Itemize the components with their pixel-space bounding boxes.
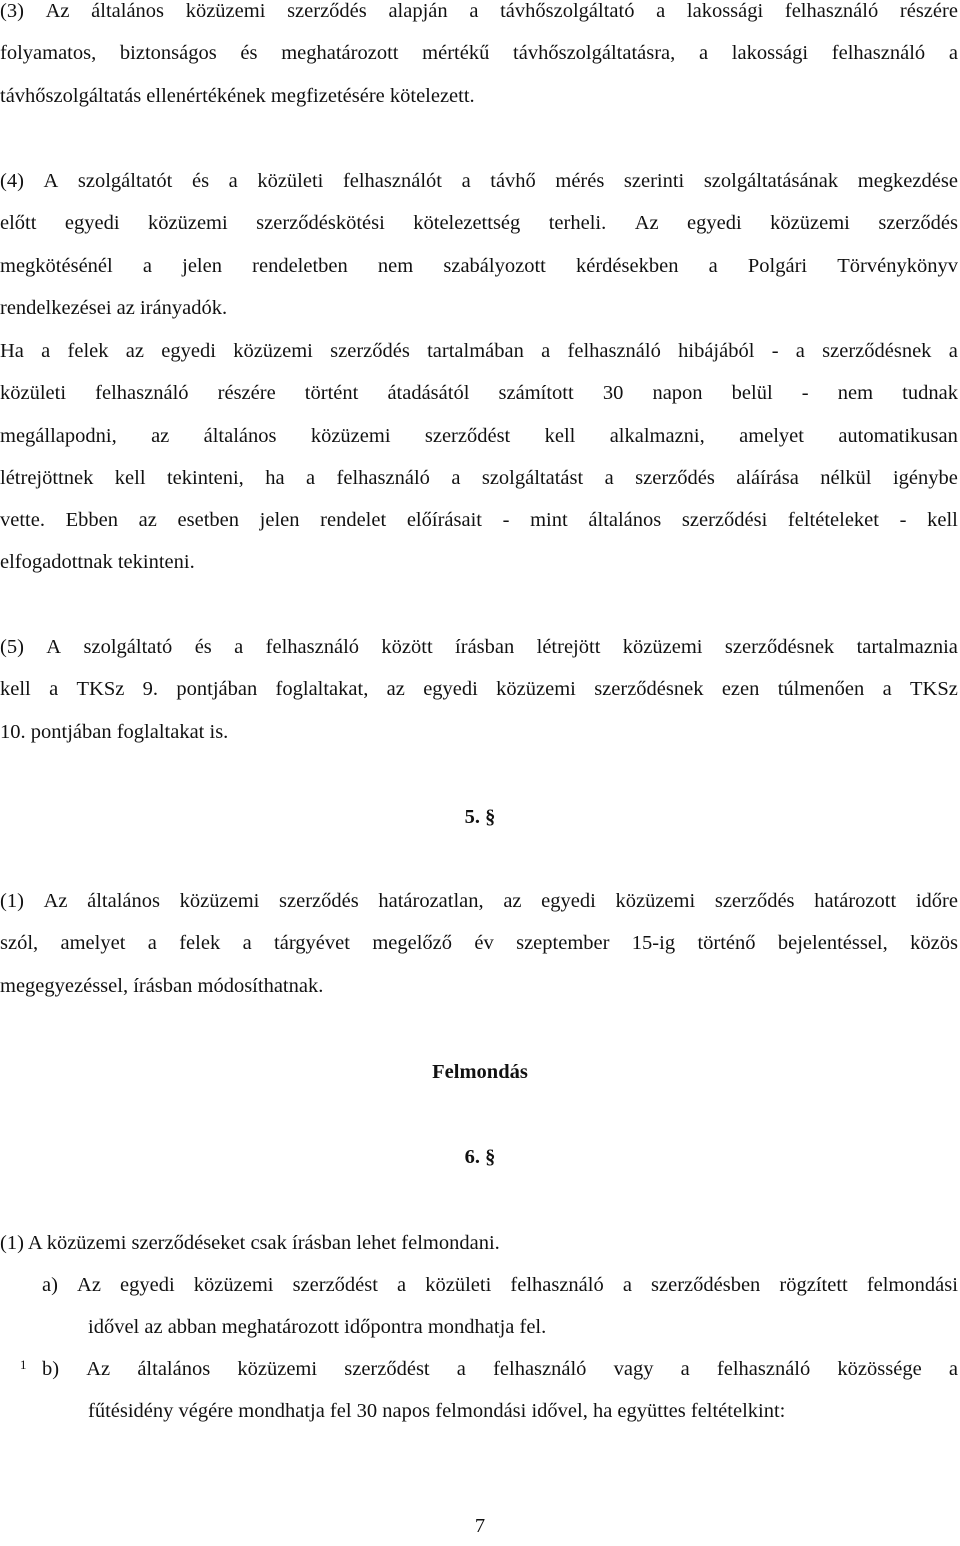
word: az [503, 890, 522, 912]
word: szerződés [279, 890, 359, 912]
word: írásban [455, 636, 515, 658]
word: szerződésnek [822, 340, 932, 362]
word: TKSz [76, 678, 125, 701]
word: 30 [602, 382, 624, 405]
word: A [46, 636, 62, 658]
text-line [0, 626, 958, 668]
word: szól, [0, 932, 39, 955]
word: a [461, 170, 471, 192]
word: a) [42, 1274, 58, 1296]
word: szeptember [516, 932, 610, 955]
word: a [469, 0, 479, 22]
word: szolgáltató [83, 636, 173, 658]
word: közüzemi [179, 890, 260, 912]
word: a [882, 678, 892, 701]
word: szerződést [344, 1358, 430, 1380]
word: a [397, 1274, 407, 1296]
word: szerződés [330, 340, 410, 362]
word: közüzemi [185, 0, 266, 22]
word: szerződés [878, 212, 958, 235]
word: megelőző [372, 932, 453, 955]
text-line [0, 32, 958, 74]
text-line: elfogadottnak tekinteni. [0, 551, 195, 574]
word: a [456, 1358, 466, 1380]
word: tekinteni, [166, 466, 244, 489]
word: hibájából [678, 340, 755, 362]
word: átadásától [387, 382, 470, 405]
word: közüzemi [193, 1274, 274, 1296]
text-line [0, 415, 958, 457]
word: az [125, 340, 144, 362]
word: lakossági [686, 0, 764, 22]
item-a [42, 1264, 958, 1349]
page-number: 7 [474, 1515, 486, 1537]
word: előtt [0, 212, 37, 235]
word: felhasználó [336, 466, 430, 489]
text-line: (1) A közüzemi szerződéseket csak írásban lehet felmondani. [0, 1232, 500, 1254]
word: egyedi [687, 212, 742, 235]
word: a [41, 340, 51, 362]
word: felhasználó [831, 42, 926, 65]
word: b) [42, 1358, 60, 1380]
word: felhasználó [265, 636, 360, 658]
felmondas-heading: Felmondás [432, 1061, 528, 1083]
word: között [381, 636, 433, 658]
word: szerződésben [651, 1274, 761, 1296]
word: a [795, 340, 805, 362]
word: közületi [0, 382, 67, 405]
word: kötelezettség [413, 212, 521, 235]
word: felhasználó [784, 0, 879, 22]
word: szabályozott [443, 254, 546, 277]
paragraph-5 [0, 626, 958, 753]
word: általános [137, 1358, 211, 1380]
section-6-heading: 6. § [464, 1146, 496, 1168]
word: szerződésnek [594, 678, 704, 701]
word: megállapodni, [0, 424, 117, 447]
word: szolgáltatót [77, 170, 173, 192]
word: a [698, 42, 709, 65]
footnote-marker: 1 [20, 1357, 27, 1372]
word: alapján [388, 0, 448, 22]
word: mint [530, 509, 568, 532]
word: a [451, 466, 461, 489]
word: Törvénykönyv [837, 254, 958, 277]
word: belül [731, 382, 773, 405]
word: határozott [814, 890, 897, 912]
word: közüzemi [237, 1358, 318, 1380]
word: részére [899, 0, 958, 22]
word: megkezdése [857, 170, 958, 192]
word: bejelentéssel, [777, 932, 888, 955]
word: aláírása [736, 466, 799, 489]
word: (4) [0, 170, 24, 192]
word: felek [67, 340, 109, 362]
text-line [0, 668, 958, 710]
paragraph-4-continuation [0, 330, 958, 584]
word: igénybe [892, 466, 958, 489]
word: szerződéskötési [256, 212, 385, 235]
word: amelyet [60, 932, 126, 955]
word: Az [43, 890, 68, 912]
word: Ebben [65, 509, 118, 532]
word: egyedi [64, 212, 120, 235]
word: távhőszolgáltató [500, 0, 635, 22]
word: az [151, 424, 170, 447]
text-line: fűtésidény végére mondhatja fel 30 napos felmondási idővel, ha együttes feltételkint: [88, 1400, 786, 1423]
word: TKSz [910, 678, 958, 701]
word: (5) [0, 636, 24, 658]
word: felhasználó [493, 1358, 587, 1380]
word: történt [304, 382, 359, 405]
word: előírásait [406, 509, 482, 532]
word: - [502, 509, 510, 532]
word: közüzemi [496, 678, 576, 701]
text-line [0, 499, 958, 541]
word: és [240, 42, 258, 65]
word: szerinti [623, 170, 685, 192]
text-line [0, 202, 958, 244]
word: egyedi [161, 340, 216, 362]
word: pontjában [176, 678, 258, 701]
word: és [191, 170, 210, 192]
word: napon [652, 382, 703, 405]
word: tartalmában [427, 340, 524, 362]
word: a [49, 678, 59, 701]
word: amelyet [739, 424, 804, 447]
word: közös [910, 932, 958, 955]
text-line [0, 245, 958, 287]
text-line [42, 1348, 958, 1390]
word: létrejött [536, 636, 601, 658]
word: a [708, 254, 718, 277]
word: meghatározott [281, 42, 399, 65]
word: szolgáltatásának [703, 170, 839, 192]
section-6-paragraph-1 [0, 1222, 958, 1264]
word: kell [0, 678, 31, 701]
word: közüzemi [770, 212, 850, 235]
word: feltételeket [787, 509, 879, 532]
word: rendeletben [252, 254, 348, 277]
word: szerződés [714, 890, 795, 912]
paragraph-3 [0, 0, 958, 117]
word: történő [697, 932, 756, 955]
word: egyedi [541, 890, 596, 912]
word: folyamatos, [0, 42, 97, 65]
word: ezen [721, 678, 760, 701]
word: időre [915, 890, 958, 912]
text-line [0, 330, 958, 372]
word: tárgyévet [274, 932, 350, 955]
word: közüzemi [310, 424, 391, 447]
word: esetben [177, 509, 239, 532]
word: és [194, 636, 212, 658]
text-line [0, 880, 958, 922]
word: számított [498, 382, 574, 405]
word: a [234, 636, 244, 658]
word: távhőszolgáltatásra, [513, 42, 676, 65]
word: túlmenően [777, 678, 865, 701]
word: általános [203, 424, 277, 447]
word: felhasználó [567, 340, 661, 362]
word: a [541, 340, 551, 362]
word: a [242, 932, 252, 955]
word: Az [634, 212, 659, 235]
word: automatikusan [838, 424, 958, 447]
word: szerződési [681, 509, 768, 532]
item-b-text [42, 1348, 958, 1433]
word: a [604, 466, 614, 489]
word: a [306, 466, 316, 489]
word: részére [217, 382, 276, 405]
word: egyedi [423, 678, 478, 701]
word: - [771, 340, 779, 362]
word: határozatlan, [378, 890, 484, 912]
text-line [0, 922, 958, 964]
word: szerződésnek [724, 636, 835, 658]
word: nélkül [820, 466, 872, 489]
word: felhasználót [342, 170, 442, 192]
text-line: távhőszolgáltatás ellenértékének megfizetésére kötelezett. [0, 84, 475, 107]
word: felhasználó [510, 1274, 604, 1296]
word: terheli. [548, 212, 607, 235]
word: 15-ig [631, 932, 676, 955]
section-5-heading: 5. § [464, 806, 496, 828]
word: Az [86, 1358, 111, 1380]
paragraph-4 [0, 160, 958, 329]
word: jelen [182, 254, 222, 277]
word: biztonságos [119, 42, 217, 65]
word: alkalmazni, [609, 424, 705, 447]
word: foglaltakat, [275, 678, 369, 701]
word: a [680, 1358, 690, 1380]
text-line [0, 0, 958, 32]
text-line: rendelkezései az irányadók. [0, 296, 228, 319]
word: rendelet [320, 509, 387, 532]
word: Az [77, 1274, 101, 1296]
word: rögzített [779, 1274, 848, 1296]
section-5-paragraph-1 [0, 880, 958, 1007]
word: a [948, 1358, 958, 1380]
word: kell [927, 509, 958, 532]
word: tartalmaznia [856, 636, 958, 658]
word: kell [544, 424, 576, 447]
word: a [622, 1274, 632, 1296]
word: mérés [555, 170, 605, 192]
word: közüzemi [615, 890, 696, 912]
word: a [228, 170, 238, 192]
word: (1) [0, 890, 24, 912]
word: - [899, 509, 907, 532]
word: Az [45, 0, 70, 22]
word: felek [179, 932, 221, 955]
word: közössége [837, 1358, 922, 1380]
word: általános [588, 509, 662, 532]
word: - [801, 382, 809, 405]
word: szerződést [424, 424, 511, 447]
text-line: idővel az abban meghatározott időpontra mondhatja fel. [88, 1316, 547, 1339]
word: az [138, 509, 157, 532]
word: a [142, 254, 152, 277]
text-line [0, 160, 958, 202]
word: Ha [0, 340, 24, 362]
word: távhő [490, 170, 536, 192]
word: felmondási [866, 1274, 958, 1296]
word: egyedi [120, 1274, 175, 1296]
word: megkötésénél [0, 254, 113, 277]
word: közületi [257, 170, 324, 192]
word: kérdésekben [576, 254, 679, 277]
word: vette. [0, 509, 45, 532]
text-line: megegyezéssel, írásban módosíthatnak. [0, 974, 324, 997]
word: az [386, 678, 405, 701]
word: lakossági [731, 42, 809, 65]
word: közületi [425, 1274, 492, 1296]
word: szerződés [635, 466, 715, 489]
word: Polgári [747, 254, 808, 277]
word: szerződés [287, 0, 367, 22]
word: szerződést [292, 1274, 378, 1296]
word: a [948, 42, 958, 65]
word: szolgáltatást [481, 466, 584, 489]
text-line [0, 372, 958, 414]
word: közüzemi [233, 340, 313, 362]
word: vagy [613, 1358, 654, 1380]
word: ha [265, 466, 285, 489]
word: felhasználó [95, 382, 189, 405]
word: kell [114, 466, 146, 489]
text-line [0, 457, 958, 499]
word: a [147, 932, 157, 955]
word: a [948, 340, 958, 362]
word: közüzemi [148, 212, 228, 235]
text-line: 10. pontjában foglaltakat is. [0, 720, 229, 743]
word: (3) [0, 0, 24, 22]
word: nem [377, 254, 414, 277]
word: létrejöttnek [0, 466, 94, 489]
word: mértékű [422, 42, 490, 65]
word: 9. [142, 678, 159, 701]
word: A [43, 170, 59, 192]
word: év [474, 932, 494, 955]
word: általános [91, 0, 165, 22]
word: nem [837, 382, 874, 405]
text-line [42, 1264, 958, 1306]
word: felhasználó [716, 1358, 811, 1380]
word: a [656, 0, 666, 22]
word: jelen [259, 509, 300, 532]
word: közüzemi [622, 636, 703, 658]
word: tudnak [902, 382, 958, 405]
word: általános [87, 890, 160, 912]
